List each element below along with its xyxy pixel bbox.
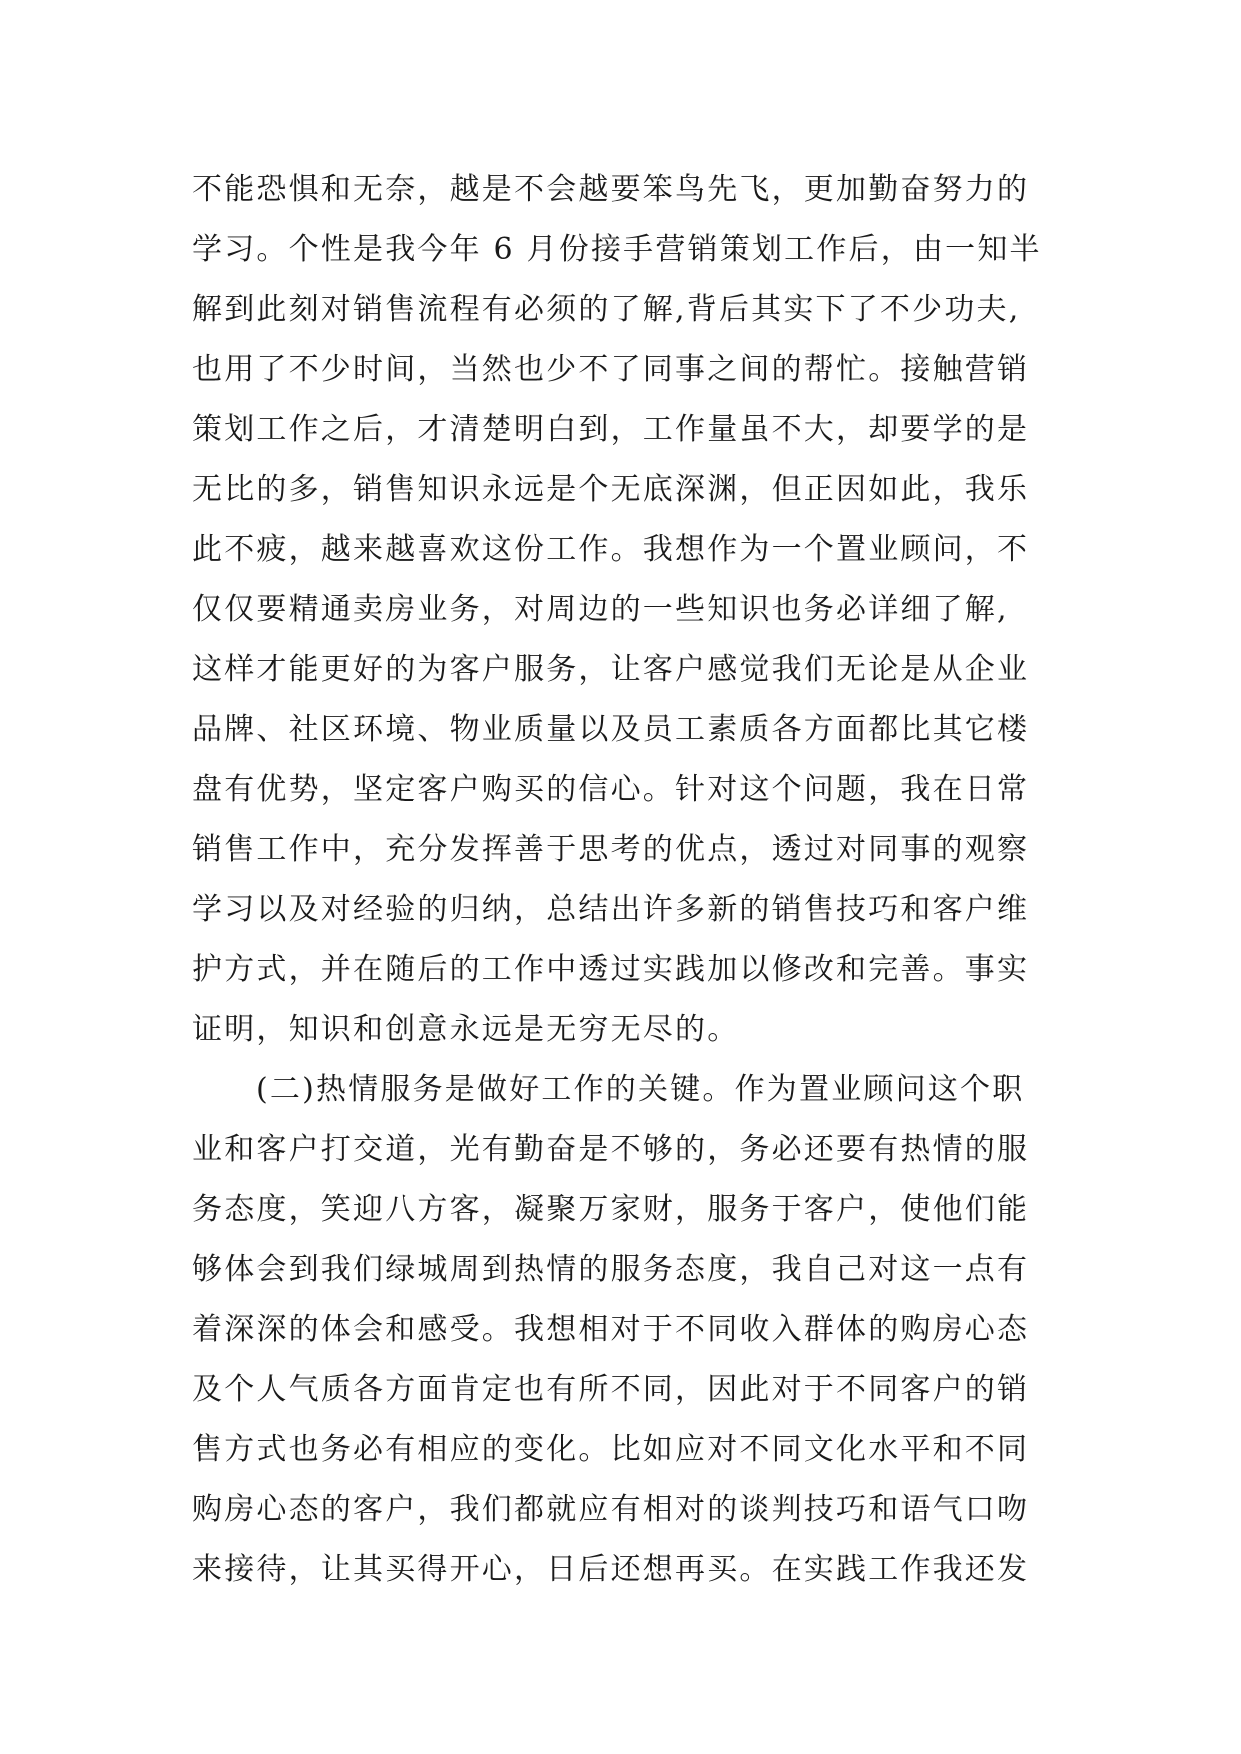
text-line: 来接待，让其买得开心，日后还想再买。在实践工作我还发 bbox=[192, 1552, 1030, 1587]
text-line: 品牌、社区环境、物业质量以及员工素质各方面都比其它楼 bbox=[192, 712, 1030, 747]
text-line: 着深深的体会和感受。我想相对于不同收入群体的购房心态 bbox=[192, 1312, 1030, 1347]
text-line: 业和客户打交道，光有勤奋是不够的，务必还要有热情的服 bbox=[192, 1132, 1030, 1167]
text-line: 学习。个性是我今年 6 月份接手营销策划工作后，由一知半 bbox=[192, 232, 1042, 267]
text-line: 销售工作中，充分发挥善于思考的优点，透过对同事的观察 bbox=[192, 832, 1030, 867]
text-line: 学习以及对经验的归纳，总结出许多新的销售技巧和客户维 bbox=[192, 892, 1030, 927]
text-line: 此不疲，越来越喜欢这份工作。我想作为一个置业顾问，不 bbox=[192, 532, 1030, 567]
text-line: 售方式也务必有相应的变化。比如应对不同文化水平和不同 bbox=[192, 1432, 1030, 1467]
text-line: 购房心态的客户，我们都就应有相对的谈判技巧和语气口吻 bbox=[192, 1492, 1030, 1527]
text-line: 证明，知识和创意永远是无穷无尽的。 bbox=[192, 1012, 740, 1047]
text-line: 仅仅要精通卖房业务，对周边的一些知识也务必详细了解, bbox=[192, 592, 1009, 627]
body-text bbox=[192, 160, 1092, 1600]
text-line: 这样才能更好的为客户服务，让客户感觉我们无论是从企业 bbox=[192, 652, 1030, 687]
text-line: 解到此刻对销售流程有必须的了解,背后其实下了不少功夫, bbox=[192, 292, 1021, 327]
text-line: 不能恐惧和无奈，越是不会越要笨鸟先飞，更加勤奋努力的 bbox=[192, 172, 1030, 207]
text-line: 够体会到我们绿城周到热情的服务态度，我自己对这一点有 bbox=[192, 1252, 1030, 1287]
paragraph-heading: (二)热情服务是做好工作的关键。作为置业顾问这个职 bbox=[256, 1072, 1025, 1107]
text-line: 也用了不少时间，当然也少不了同事之间的帮忙。接触营销 bbox=[192, 352, 1030, 387]
text-line: 无比的多，销售知识永远是个无底深渊，但正因如此，我乐 bbox=[192, 472, 1030, 507]
text-line: 护方式，并在随后的工作中透过实践加以修改和完善。事实 bbox=[192, 952, 1030, 987]
text-line: 盘有优势，坚定客户购买的信心。针对这个问题，我在日常 bbox=[192, 772, 1030, 807]
text-line: 策划工作之后，才清楚明白到，工作量虽不大，却要学的是 bbox=[192, 412, 1030, 447]
text-line: 务态度，笑迎八方客，凝聚万家财，服务于客户，使他们能 bbox=[192, 1192, 1030, 1227]
text-line: 及个人气质各方面肯定也有所不同，因此对于不同客户的销 bbox=[192, 1372, 1030, 1407]
